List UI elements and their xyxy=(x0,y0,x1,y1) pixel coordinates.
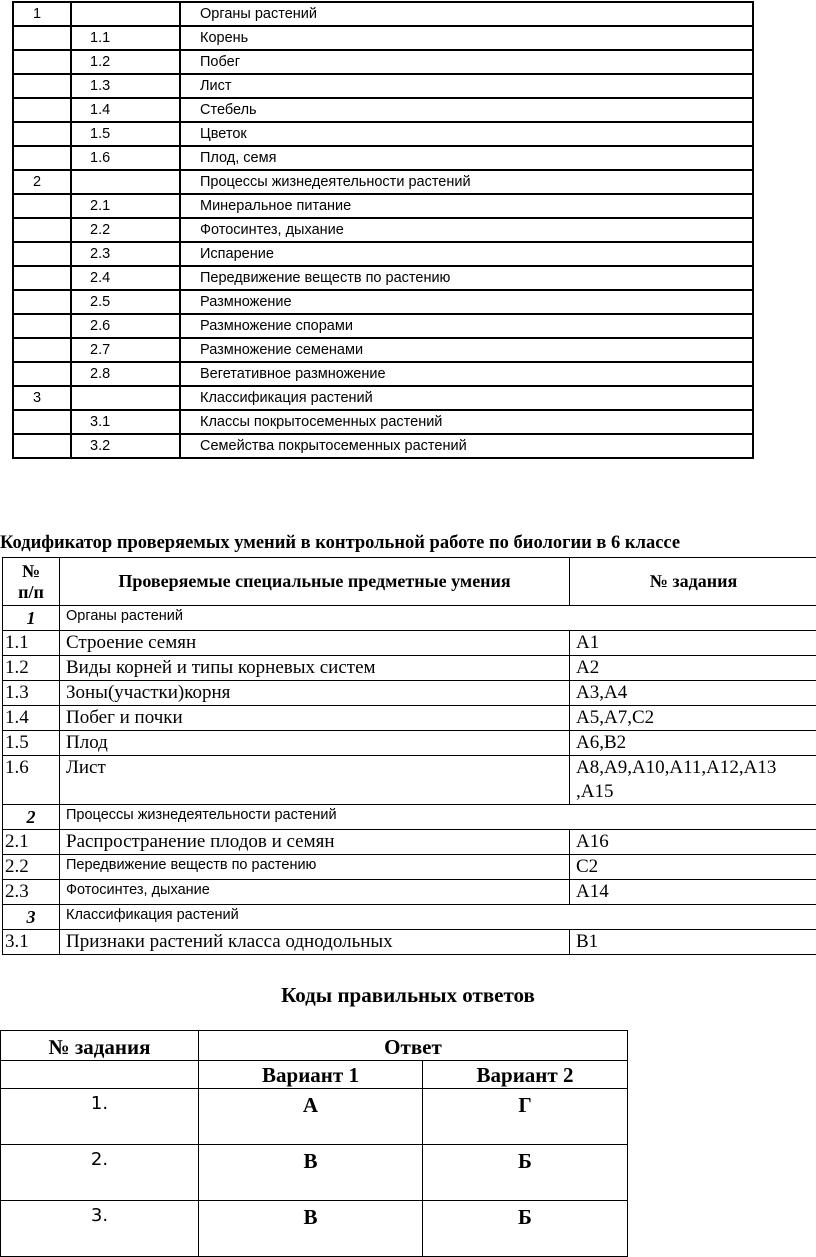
outline-num xyxy=(13,218,71,242)
outline-num: 2 xyxy=(13,170,71,194)
answer-variant2: Г xyxy=(423,1089,628,1145)
section-row xyxy=(3,805,816,830)
table-row xyxy=(13,338,753,362)
table-header-row xyxy=(1,1061,628,1089)
table-row xyxy=(13,314,753,338)
row-skill: Передвижение веществ по растению xyxy=(60,855,570,880)
section-row xyxy=(3,606,816,631)
row-num: 1.1 xyxy=(3,631,60,656)
table-row xyxy=(1,1145,628,1201)
table-row xyxy=(3,631,816,656)
row-skill: Побег и почки xyxy=(60,706,570,731)
outline-num xyxy=(13,26,71,50)
outline-sub: 1.6 xyxy=(71,146,180,170)
outline-num xyxy=(13,98,71,122)
table-row xyxy=(13,98,753,122)
answer-variant2: Б xyxy=(423,1145,628,1201)
table-row xyxy=(13,434,753,458)
table-header-row xyxy=(1,1031,628,1061)
row-task: А6,В2 xyxy=(570,731,816,756)
outline-num xyxy=(13,146,71,170)
table-row xyxy=(3,731,816,756)
outline-sub xyxy=(71,2,180,26)
answer-variant1: В xyxy=(199,1145,423,1201)
table-row xyxy=(1,1089,628,1145)
outline-sub: 2.4 xyxy=(71,266,180,290)
outline-sub: 2.2 xyxy=(71,218,180,242)
answer-variant1: А xyxy=(199,1089,423,1145)
outline-sub: 2.3 xyxy=(71,242,180,266)
row-num: 3.1 xyxy=(3,930,60,955)
answer-num: 1. xyxy=(1,1089,199,1145)
outline-num xyxy=(13,290,71,314)
outline-text: Плод, семя xyxy=(180,146,753,170)
outline-text: Размножение xyxy=(180,290,753,314)
table-row xyxy=(13,386,753,410)
row-task: А16 xyxy=(570,830,816,855)
section-title: Классификация растений xyxy=(60,905,816,930)
answer-variant2: Б xyxy=(423,1201,628,1257)
header-num xyxy=(3,558,60,606)
outline-sub xyxy=(71,170,180,194)
outline-sub: 1.3 xyxy=(71,74,180,98)
section-title: Процессы жизнедеятельности растений xyxy=(60,805,816,830)
table-row xyxy=(13,362,753,386)
answers-title: Коды правильных ответов xyxy=(0,983,816,1008)
table-row xyxy=(3,830,816,855)
table-row xyxy=(13,410,753,434)
table-row xyxy=(13,50,753,74)
table-row xyxy=(13,122,753,146)
outline-num xyxy=(13,194,71,218)
header-num-line2: п/п xyxy=(3,582,59,603)
outline-text: Классификация растений xyxy=(180,386,753,410)
header-empty xyxy=(1,1061,199,1089)
row-num: 2.1 xyxy=(3,830,60,855)
answers-table-body xyxy=(1,1031,628,1257)
table-row xyxy=(13,170,753,194)
outline-num xyxy=(13,362,71,386)
outline-text: Побег xyxy=(180,50,753,74)
header-variant1: Вариант 1 xyxy=(199,1061,423,1089)
outline-sub: 1.5 xyxy=(71,122,180,146)
row-num: 2.3 xyxy=(3,880,60,905)
row-task: А2 xyxy=(570,656,816,681)
outline-num xyxy=(13,410,71,434)
row-task: В1 xyxy=(570,930,816,955)
header-variant2: Вариант 2 xyxy=(423,1061,628,1089)
outline-text: Размножение семенами xyxy=(180,338,753,362)
row-task: А5,А7,С2 xyxy=(570,706,816,731)
table-row xyxy=(3,880,816,905)
row-num: 1.4 xyxy=(3,706,60,731)
outline-sub: 1.1 xyxy=(71,26,180,50)
row-skill: Признаки растений класса однодольных xyxy=(60,930,570,955)
row-num: 1.5 xyxy=(3,731,60,756)
codifier-title: Кодификатор проверяемых умений в контрольной работе по биологии в 6 классе xyxy=(0,533,680,554)
outline-sub: 1.4 xyxy=(71,98,180,122)
table-row xyxy=(13,290,753,314)
row-skill: Строение семян xyxy=(60,631,570,656)
outline-num xyxy=(13,434,71,458)
table-row xyxy=(13,194,753,218)
header-skills: Проверяемые специальные предметные умения xyxy=(60,558,570,606)
outline-num xyxy=(13,74,71,98)
outline-table-body xyxy=(13,2,753,458)
table-row xyxy=(13,2,753,26)
section-num: 3 xyxy=(3,905,60,930)
row-task-line2: ,А15 xyxy=(576,780,816,804)
outline-text: Корень xyxy=(180,26,753,50)
row-num: 2.2 xyxy=(3,855,60,880)
outline-num xyxy=(13,122,71,146)
row-task: А1 xyxy=(570,631,816,656)
header-answer: Ответ xyxy=(199,1031,628,1061)
table-row xyxy=(13,26,753,50)
row-task: А3,А4 xyxy=(570,681,816,706)
table-row xyxy=(13,218,753,242)
outline-sub: 3.2 xyxy=(71,434,180,458)
answer-variant1: В xyxy=(199,1201,423,1257)
row-task: С2 xyxy=(570,855,816,880)
outline-sub: 2.5 xyxy=(71,290,180,314)
outline-text: Процессы жизнедеятельности растений xyxy=(180,170,753,194)
table-row xyxy=(3,930,816,955)
row-skill: Виды корней и типы корневых систем xyxy=(60,656,570,681)
row-skill: Фотосинтез, дыхание xyxy=(60,880,570,905)
header-num-line1: № xyxy=(3,561,59,582)
outline-text: Органы растений xyxy=(180,2,753,26)
outline-sub xyxy=(71,386,180,410)
section-row xyxy=(3,905,816,930)
table-row xyxy=(13,74,753,98)
outline-num: 1 xyxy=(13,2,71,26)
answer-num: 3. xyxy=(1,1201,199,1257)
table-header-row xyxy=(3,558,816,606)
outline-table xyxy=(12,1,754,459)
outline-sub: 3.1 xyxy=(71,410,180,434)
outline-text: Классы покрытосеменных растений xyxy=(180,410,753,434)
section-num: 1 xyxy=(3,606,60,631)
row-num: 1.6 xyxy=(3,756,60,805)
table-row xyxy=(13,242,753,266)
outline-num xyxy=(13,50,71,74)
outline-num xyxy=(13,266,71,290)
table-row xyxy=(13,146,753,170)
outline-text: Вегетативное размножение xyxy=(180,362,753,386)
answers-table xyxy=(0,1030,628,1257)
outline-num xyxy=(13,338,71,362)
outline-text: Передвижение веществ по растению xyxy=(180,266,753,290)
outline-text: Размножение спорами xyxy=(180,314,753,338)
header-task: № задания xyxy=(570,558,816,606)
outline-num xyxy=(13,242,71,266)
table-row xyxy=(3,855,816,880)
row-task xyxy=(570,756,816,805)
outline-sub: 2.8 xyxy=(71,362,180,386)
row-task: А14 xyxy=(570,880,816,905)
row-skill: Плод xyxy=(60,731,570,756)
outline-num xyxy=(13,314,71,338)
codifier-table-body xyxy=(3,558,816,955)
row-num: 1.3 xyxy=(3,681,60,706)
answer-num: 2. xyxy=(1,1145,199,1201)
codifier-table xyxy=(2,557,816,955)
table-row xyxy=(13,266,753,290)
row-skill: Лист xyxy=(60,756,570,805)
table-row xyxy=(3,706,816,731)
outline-num: 3 xyxy=(13,386,71,410)
table-row xyxy=(3,656,816,681)
outline-sub: 2.1 xyxy=(71,194,180,218)
outline-sub: 2.7 xyxy=(71,338,180,362)
outline-text: Минеральное питание xyxy=(180,194,753,218)
table-row xyxy=(3,756,816,805)
section-title: Органы растений xyxy=(60,606,816,631)
outline-text: Испарение xyxy=(180,242,753,266)
outline-text: Цветок xyxy=(180,122,753,146)
outline-sub: 2.6 xyxy=(71,314,180,338)
header-task-num: № задания xyxy=(1,1031,199,1061)
row-num: 1.2 xyxy=(3,656,60,681)
outline-sub: 1.2 xyxy=(71,50,180,74)
outline-text: Лист xyxy=(180,74,753,98)
outline-text: Семейства покрытосеменных растений xyxy=(180,434,753,458)
row-skill: Распространение плодов и семян xyxy=(60,830,570,855)
section-num: 2 xyxy=(3,805,60,830)
row-task-line1: А8,А9,А10,А11,А12,А13 xyxy=(576,756,816,780)
table-row xyxy=(1,1201,628,1257)
table-row xyxy=(3,681,816,706)
outline-text: Стебель xyxy=(180,98,753,122)
row-skill: Зоны(участки)корня xyxy=(60,681,570,706)
outline-text: Фотосинтез, дыхание xyxy=(180,218,753,242)
